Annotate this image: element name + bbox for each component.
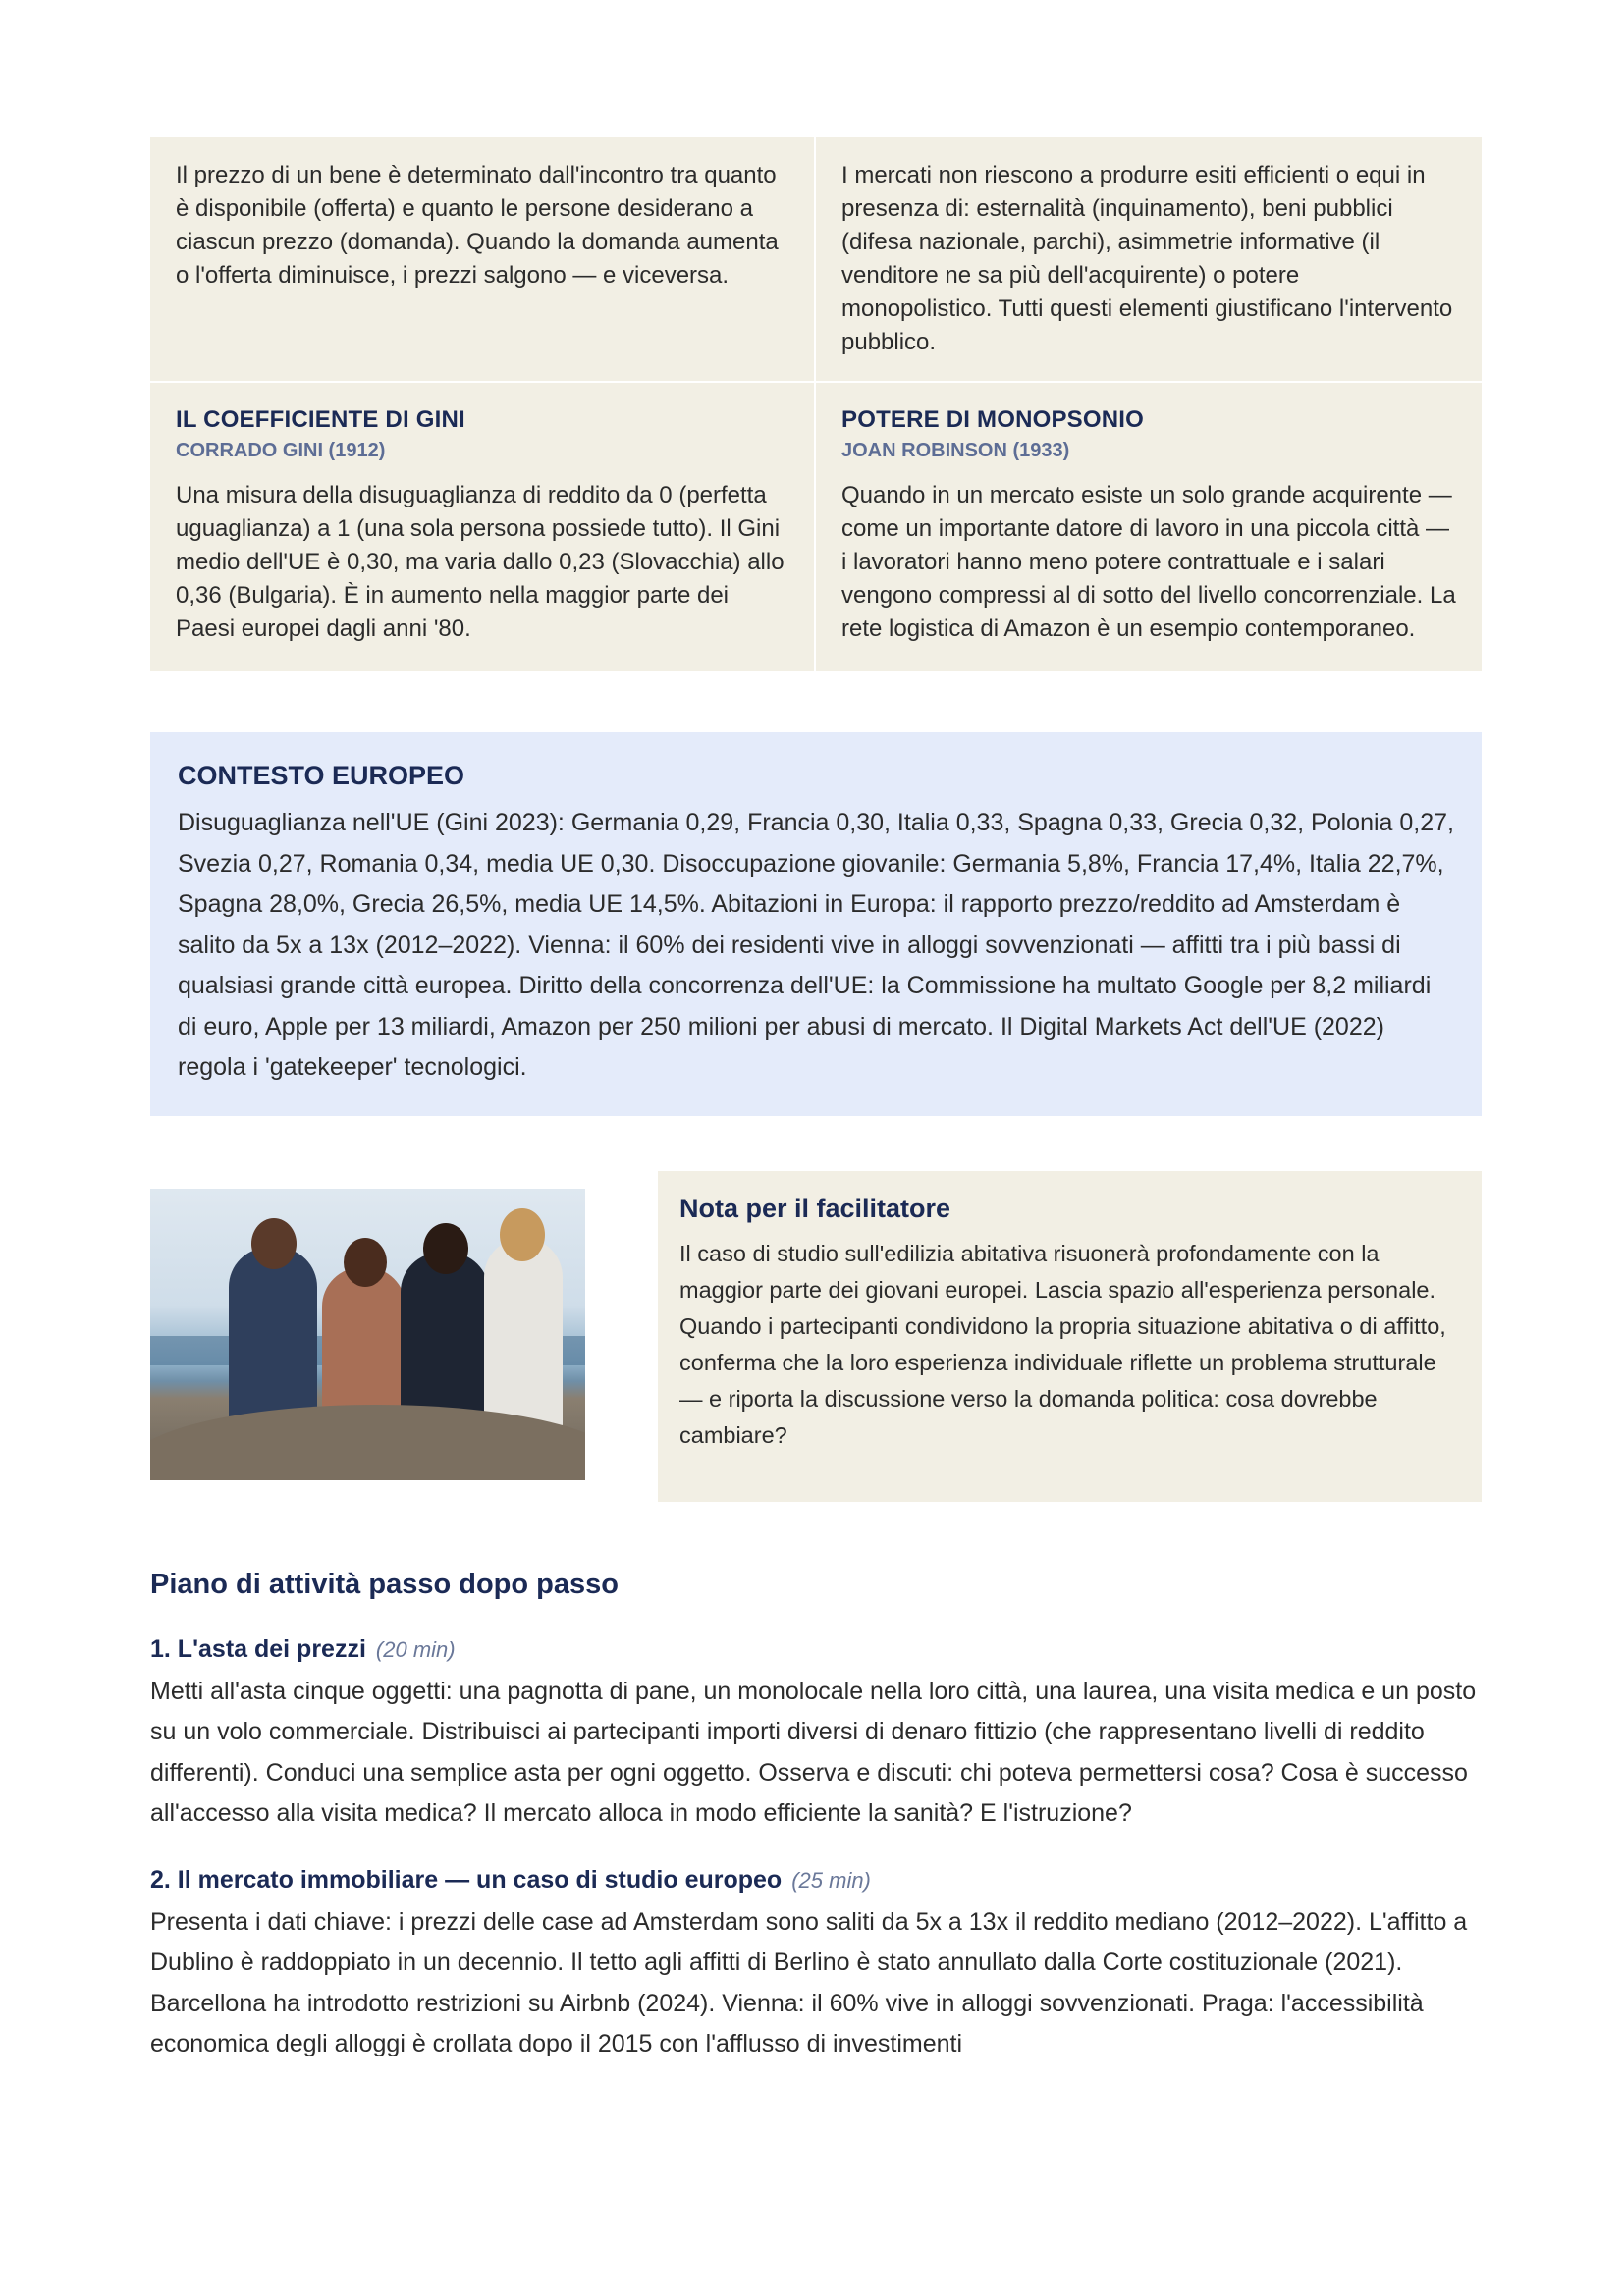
concept-text: I mercati non riescono a produrre esiti efficienti o equi in presenza di: esternalità (inquinamento), beni pubblici (difesa nazionale, parchi), asimmetrie informative (il venditore ne sa più dell'acquirente) o potere monopolistico. Tutti questi elementi giustificano l'intervento pubblico. <box>841 162 1453 355</box>
context-text: Disuguaglianza nell'UE (Gini 2023): Germania 0,29, Francia 0,30, Italia 0,33, Spagna 0,33, Grecia 0,32, Polonia 0,27, Svezia 0,27, Romania 0,34, media UE 0,30. Disoccupazione giovanile: Germania 5,8%, Francia 17,4%, Italia 22,7%, Spagna 28,0%, Grecia 26,5%, media UE 14,5%. Abitazioni in Europa: il rapporto prezzo/reddito ad Amsterdam è salito da 5x a 13x (2012–2022). Vienna: il 60% dei residenti vive in alloggi sovvenzionati — affitti tra i più bassi di qualsiasi grande città europea. Diritto della concorrenza dell'UE: la Commissione ha multato Google per 8,2 miliardi di euro, Apple per 13 miliardi, Amazon per 250 milioni per abusi di mercato. Il Digital Markets Act dell'UE (2022) regola i 'gatekeeper' tecnologici. <box>178 809 1454 1081</box>
context-title: CONTESTO EUROPEO <box>178 761 465 790</box>
concept-text: Una misura della disuguaglianza di reddito da 0 (perfetta uguaglianza) a 1 (una sola persona possiede tutto). Il Gini medio dell'UE è 0,30, ma varia dallo 0,23 (Slovacchia) allo 0,36 (Bulgaria). È in aumento nella maggior parte dei Paesi europei dagli anni '80. <box>176 482 785 642</box>
step-text: Presenta i dati chiave: i prezzi delle case ad Amsterdam sono saliti da 5x a 13x il reddito mediano (2012–2022). L'affitto a Dublino è raddoppiato in un decennio. Il tetto agli affitti di Berlino è stato annullato dalla Corte costituzionale (2021). Barcellona ha introdotto restrizioni su Airbnb (2024). Vienna: il 60% vive in alloggi sovvenzionati. Praga: l'accessibilità economica degli alloggi è crollata dopo il 2015 con l'afflusso di investimenti <box>150 1907 1468 2057</box>
note-title: Nota per il facilitatore <box>679 1193 951 1223</box>
concept-supply-demand <box>150 137 816 383</box>
young-people-photo <box>150 1189 585 1480</box>
concept-title: POTERE DI MONOPSONIO <box>841 406 1145 433</box>
concept-grid <box>150 137 1482 671</box>
concept-text: Il prezzo di un bene è determinato dall'incontro tra quanto è disponibile (offerta) e quanto le persone desiderano a ciascun prezzo (domanda). Quando la domanda aumenta o l'offerta diminuisce, i prezzi salgono — e viceversa. <box>176 162 779 289</box>
concept-text: Quando in un mercato esiste un solo grande acquirente — come un importante datore di lavoro in una piccola città — i lavoratori hanno meno potere contrattuale e i salari vengono compressi al di sotto del livello concorrenziale. La rete logistica di Amazon è un esempio contemporaneo. <box>841 482 1456 642</box>
step-1 <box>150 1631 1482 1835</box>
page-content <box>150 137 1482 2065</box>
step-duration: (25 min) <box>791 1867 871 1893</box>
note-text: Il caso di studio sull'edilizia abitativa risuonerà profondamente con la maggior parte dei giovani europei. Lascia spazio all'esperienza personale. Quando i partecipanti condividono la propria situazione abitativa o di affitto, conferma che la loro esperienza individuale riflette un problema strutturale — e riporta la discussione verso la domanda politica: cosa dovrebbe cambiare? <box>679 1240 1446 1448</box>
step-text: Metti all'asta cinque oggetti: una pagnotta di pane, un monolocale nella loro città, una laurea, una visita medica e un posto su un volo commerciale. Distribuisci ai partecipanti importi diversi di denaro fittizio (che rappresentano livelli di reddito differenti). Conduci una semplice asta per ogni oggetto. Osserva e discuti: chi poteva permettersi cosa? Cosa è successo all'accesso alla visita medica? Il mercato alloca in modo efficiente la sanità? E l'istruzione? <box>150 1677 1477 1827</box>
concept-author: CORRADO GINI (1912) <box>176 440 386 461</box>
european-context-box <box>150 732 1482 1116</box>
plan-title: Piano di attività passo dopo passo <box>150 1568 619 1600</box>
step-heading <box>150 1631 1482 1668</box>
step-heading <box>150 1862 1482 1898</box>
photo-note-row <box>150 1171 1482 1502</box>
step-duration: (20 min) <box>375 1636 456 1662</box>
concept-gini <box>150 383 816 671</box>
concept-market-failure <box>816 137 1482 383</box>
step-title: 1. L'asta dei prezzi <box>150 1634 366 1663</box>
step-title: 2. Il mercato immobiliare — un caso di studio europeo <box>150 1865 783 1894</box>
step-2 <box>150 1862 1482 2065</box>
concept-monopsony <box>816 383 1482 671</box>
facilitator-note <box>658 1171 1482 1502</box>
concept-author: JOAN ROBINSON (1933) <box>841 440 1070 461</box>
concept-title: IL COEFFICIENTE DI GINI <box>176 406 465 433</box>
